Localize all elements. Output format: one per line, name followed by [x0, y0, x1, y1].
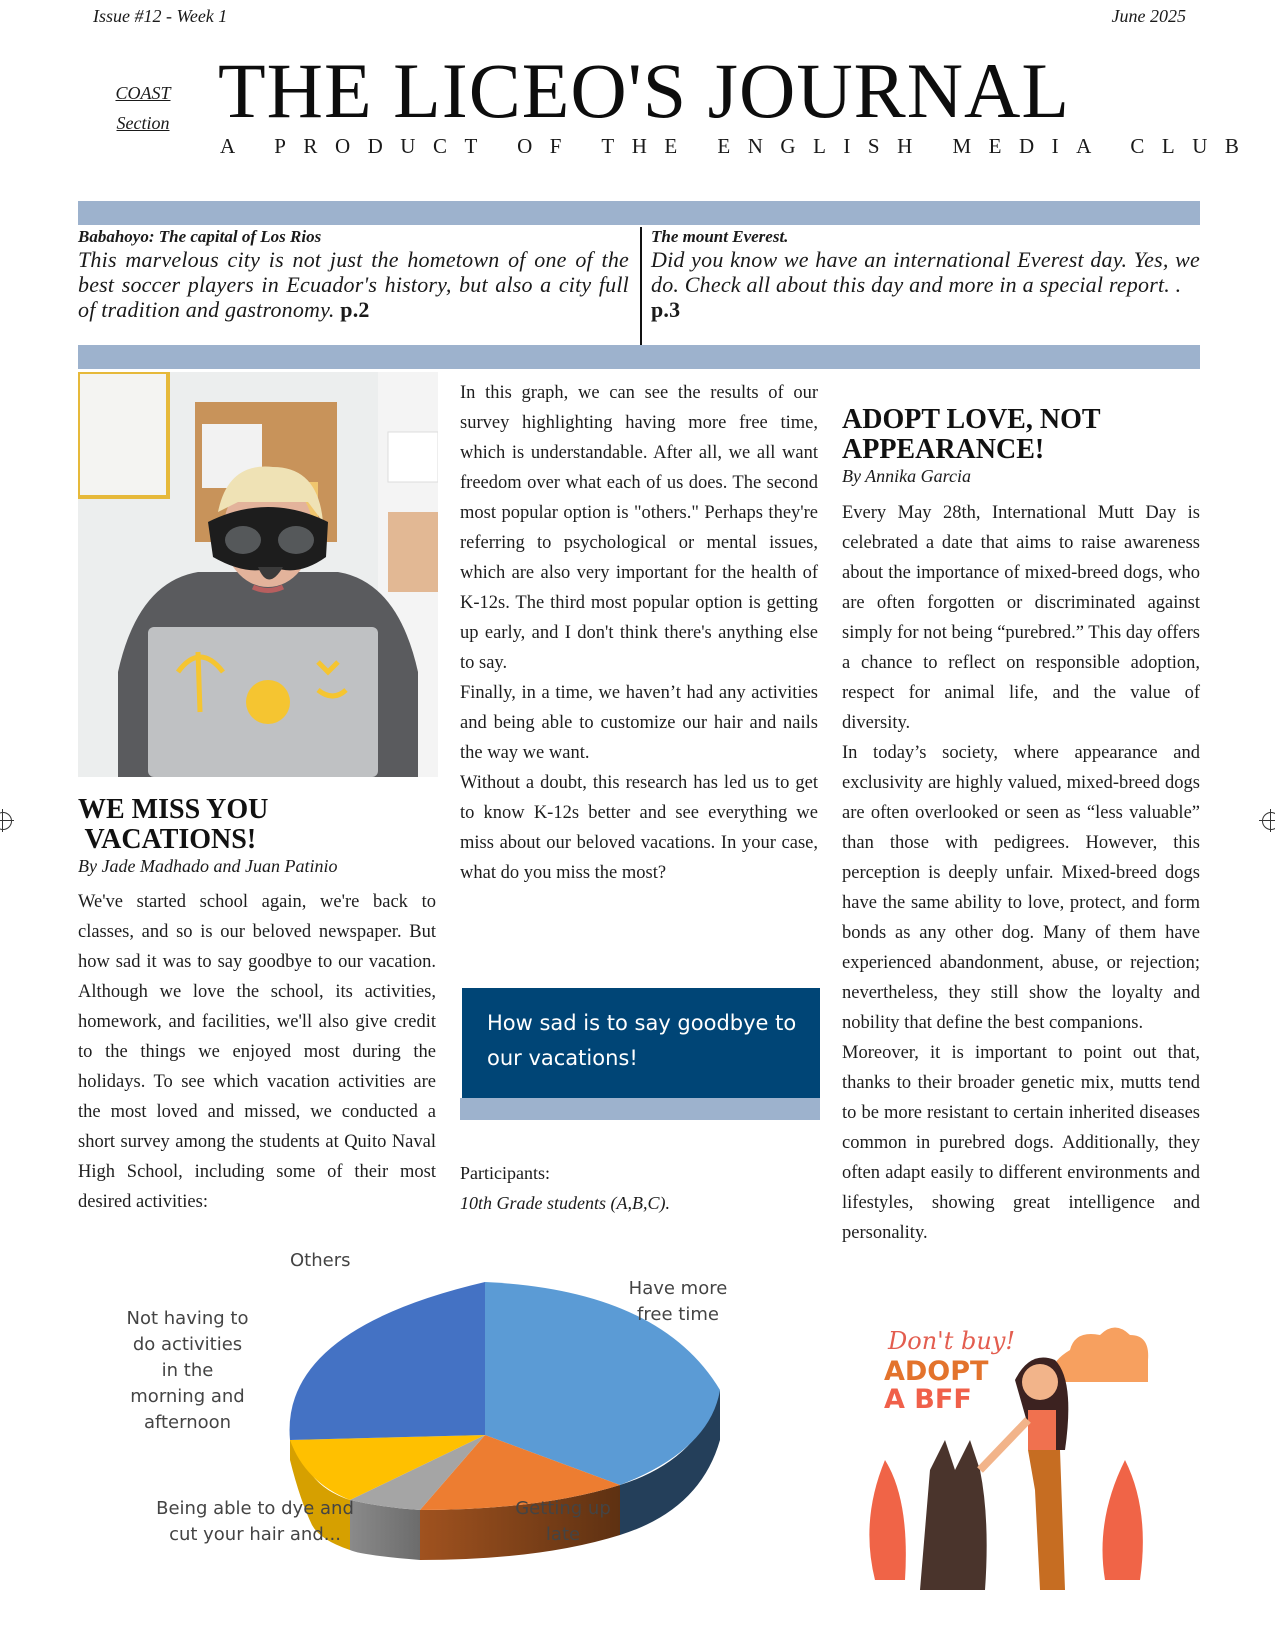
label-free-time: Have more free time [628, 1278, 728, 1325]
pull-quote-box [462, 988, 820, 1098]
teaser-body: This marvelous city is not just the hometown of one of the best soccer players in Ecuador's history, but also a city full of tradition and gastronomy. p.2 [78, 247, 629, 322]
teaser-everest [651, 227, 1200, 322]
article-vacations-body-col1: We've started school again, we're back to classes, and so is our beloved newspaper. But how sad it was to say goodbye to our vacation. Although we love the school, its activities, homework, and facilities, we'll also give credit to the things we enjoyed most during the holidays. To see which vacation activities are the most loved and missed, we conducted a short survey among the students at Quito Naval High School, including some of their most desired activities: [78, 892, 436, 1212]
teaser-divider [640, 227, 642, 345]
article-headline: WE MISS YOU VACATIONS! [78, 794, 269, 855]
section-label: Section [116, 113, 170, 133]
teaser-title: The mount Everest. [651, 227, 789, 246]
survey-pie-chart [100, 1250, 800, 1590]
pull-quote-shadow [460, 1098, 820, 1120]
label-getting-up-late: Getting up late [515, 1498, 611, 1545]
teaser-babahoyo [78, 227, 629, 322]
label-activities: Not having to do activities in the morning and afternoon [126, 1308, 249, 1433]
section-name: COAST [115, 83, 171, 103]
paragraph: Every May 28th, International Mutt Day is celebrated a date that aims to raise awareness about the importance of mixed-breed dogs, who are often forgotten or discriminated against simply for not being “purebred.” This day offers a chance to reflect on responsible adoption, respect for animal life, and the value of diversity. [842, 503, 1200, 733]
issue-number: Issue #12 - Week 1 [93, 6, 228, 26]
label-hair: Being able to dye and cut your hair and... [156, 1498, 354, 1545]
issue-date: June 2025 [1111, 6, 1186, 26]
article-byline: By Jade Madhado and Juan Patinio [78, 856, 338, 876]
registration-mark-left [0, 812, 12, 830]
newspaper-title: THE LICEO'S JOURNAL [218, 47, 1071, 134]
header-band-bottom [78, 345, 1200, 369]
teaser-page-ref: p.2 [340, 297, 370, 322]
article-vacations-header [78, 795, 438, 877]
newspaper-subtitle: A PRODUCT OF THE ENGLISH MEDIA CLUB [220, 134, 1257, 158]
poster-headline: ADOPT A BFF [884, 1356, 989, 1415]
vacation-photo [78, 372, 438, 777]
poster-script-text: Don't buy! [888, 1327, 1016, 1355]
paragraph: Finally, in a time, we haven’t had any activities and being able to customize our hair and nails the way we want. [460, 683, 818, 763]
paragraph: Without a doubt, this research has led us to get to know K-12s better and see everything we miss about our beloved vacations. In your case, what do you miss the most? [460, 773, 818, 883]
photo-illustration [78, 372, 438, 777]
header-band-top [78, 201, 1200, 225]
article-headline: ADOPT LOVE, NOT APPEARANCE! [842, 404, 1101, 465]
registration-mark-right [1262, 812, 1275, 830]
article-adopt-header [842, 405, 1200, 487]
article-byline: By Annika Garcia [842, 466, 971, 486]
article-adopt-body [842, 498, 1200, 1248]
participants-value: 10th Grade students (A,B,C). [460, 1193, 670, 1213]
participants-label: Participants: [460, 1163, 550, 1183]
article-vacations-body-col2 [460, 378, 818, 888]
paragraph: In today’s society, where appearance and exclusivity are highly valued, mixed-breed dogs are often overlooked or seen as “less valuable” than those with pedigrees. However, this perception is deeply unfair. Mixed-breed dogs have the same ability to love, protect, and form bonds as any other dog. Many of them have experienced abandonment, abuse, or rejection; nevertheless, they still show the loyalty and nobility that define the best companions. [842, 743, 1200, 1033]
paragraph: In this graph, we can see the results of our survey highlighting having more free time, which is understandable. After all, we all want freedom over what each of us does. The second most popular option is "others." Perhaps they're referring to psychological or mental issues, which are also very important for the health of K-12s. The third most popular option is getting up early, and I don't think there's anything else to say. [460, 383, 818, 673]
teaser-page-ref: p.3 [651, 297, 681, 322]
paragraph: Moreover, it is important to point out that, thanks to their broader genetic mix, mutts tend to be more resistant to certain inherited diseases common in purebred dogs. Additionally, they often adapt easily to different environments and lifestyles, showing great intelligence and personality. [842, 1043, 1200, 1243]
teaser-title: Babahoyo: The capital of Los Rios [78, 227, 322, 246]
label-others: Others [290, 1250, 351, 1271]
section-tag [108, 78, 178, 138]
teaser-body: Did you know we have an international Everest day. Yes, we do. Check all about this day and more in a special report. . p.3 [651, 247, 1200, 322]
participants-info [460, 1158, 818, 1218]
pull-quote-text: How sad is to say goodbye to our vacations! [487, 1011, 797, 1070]
